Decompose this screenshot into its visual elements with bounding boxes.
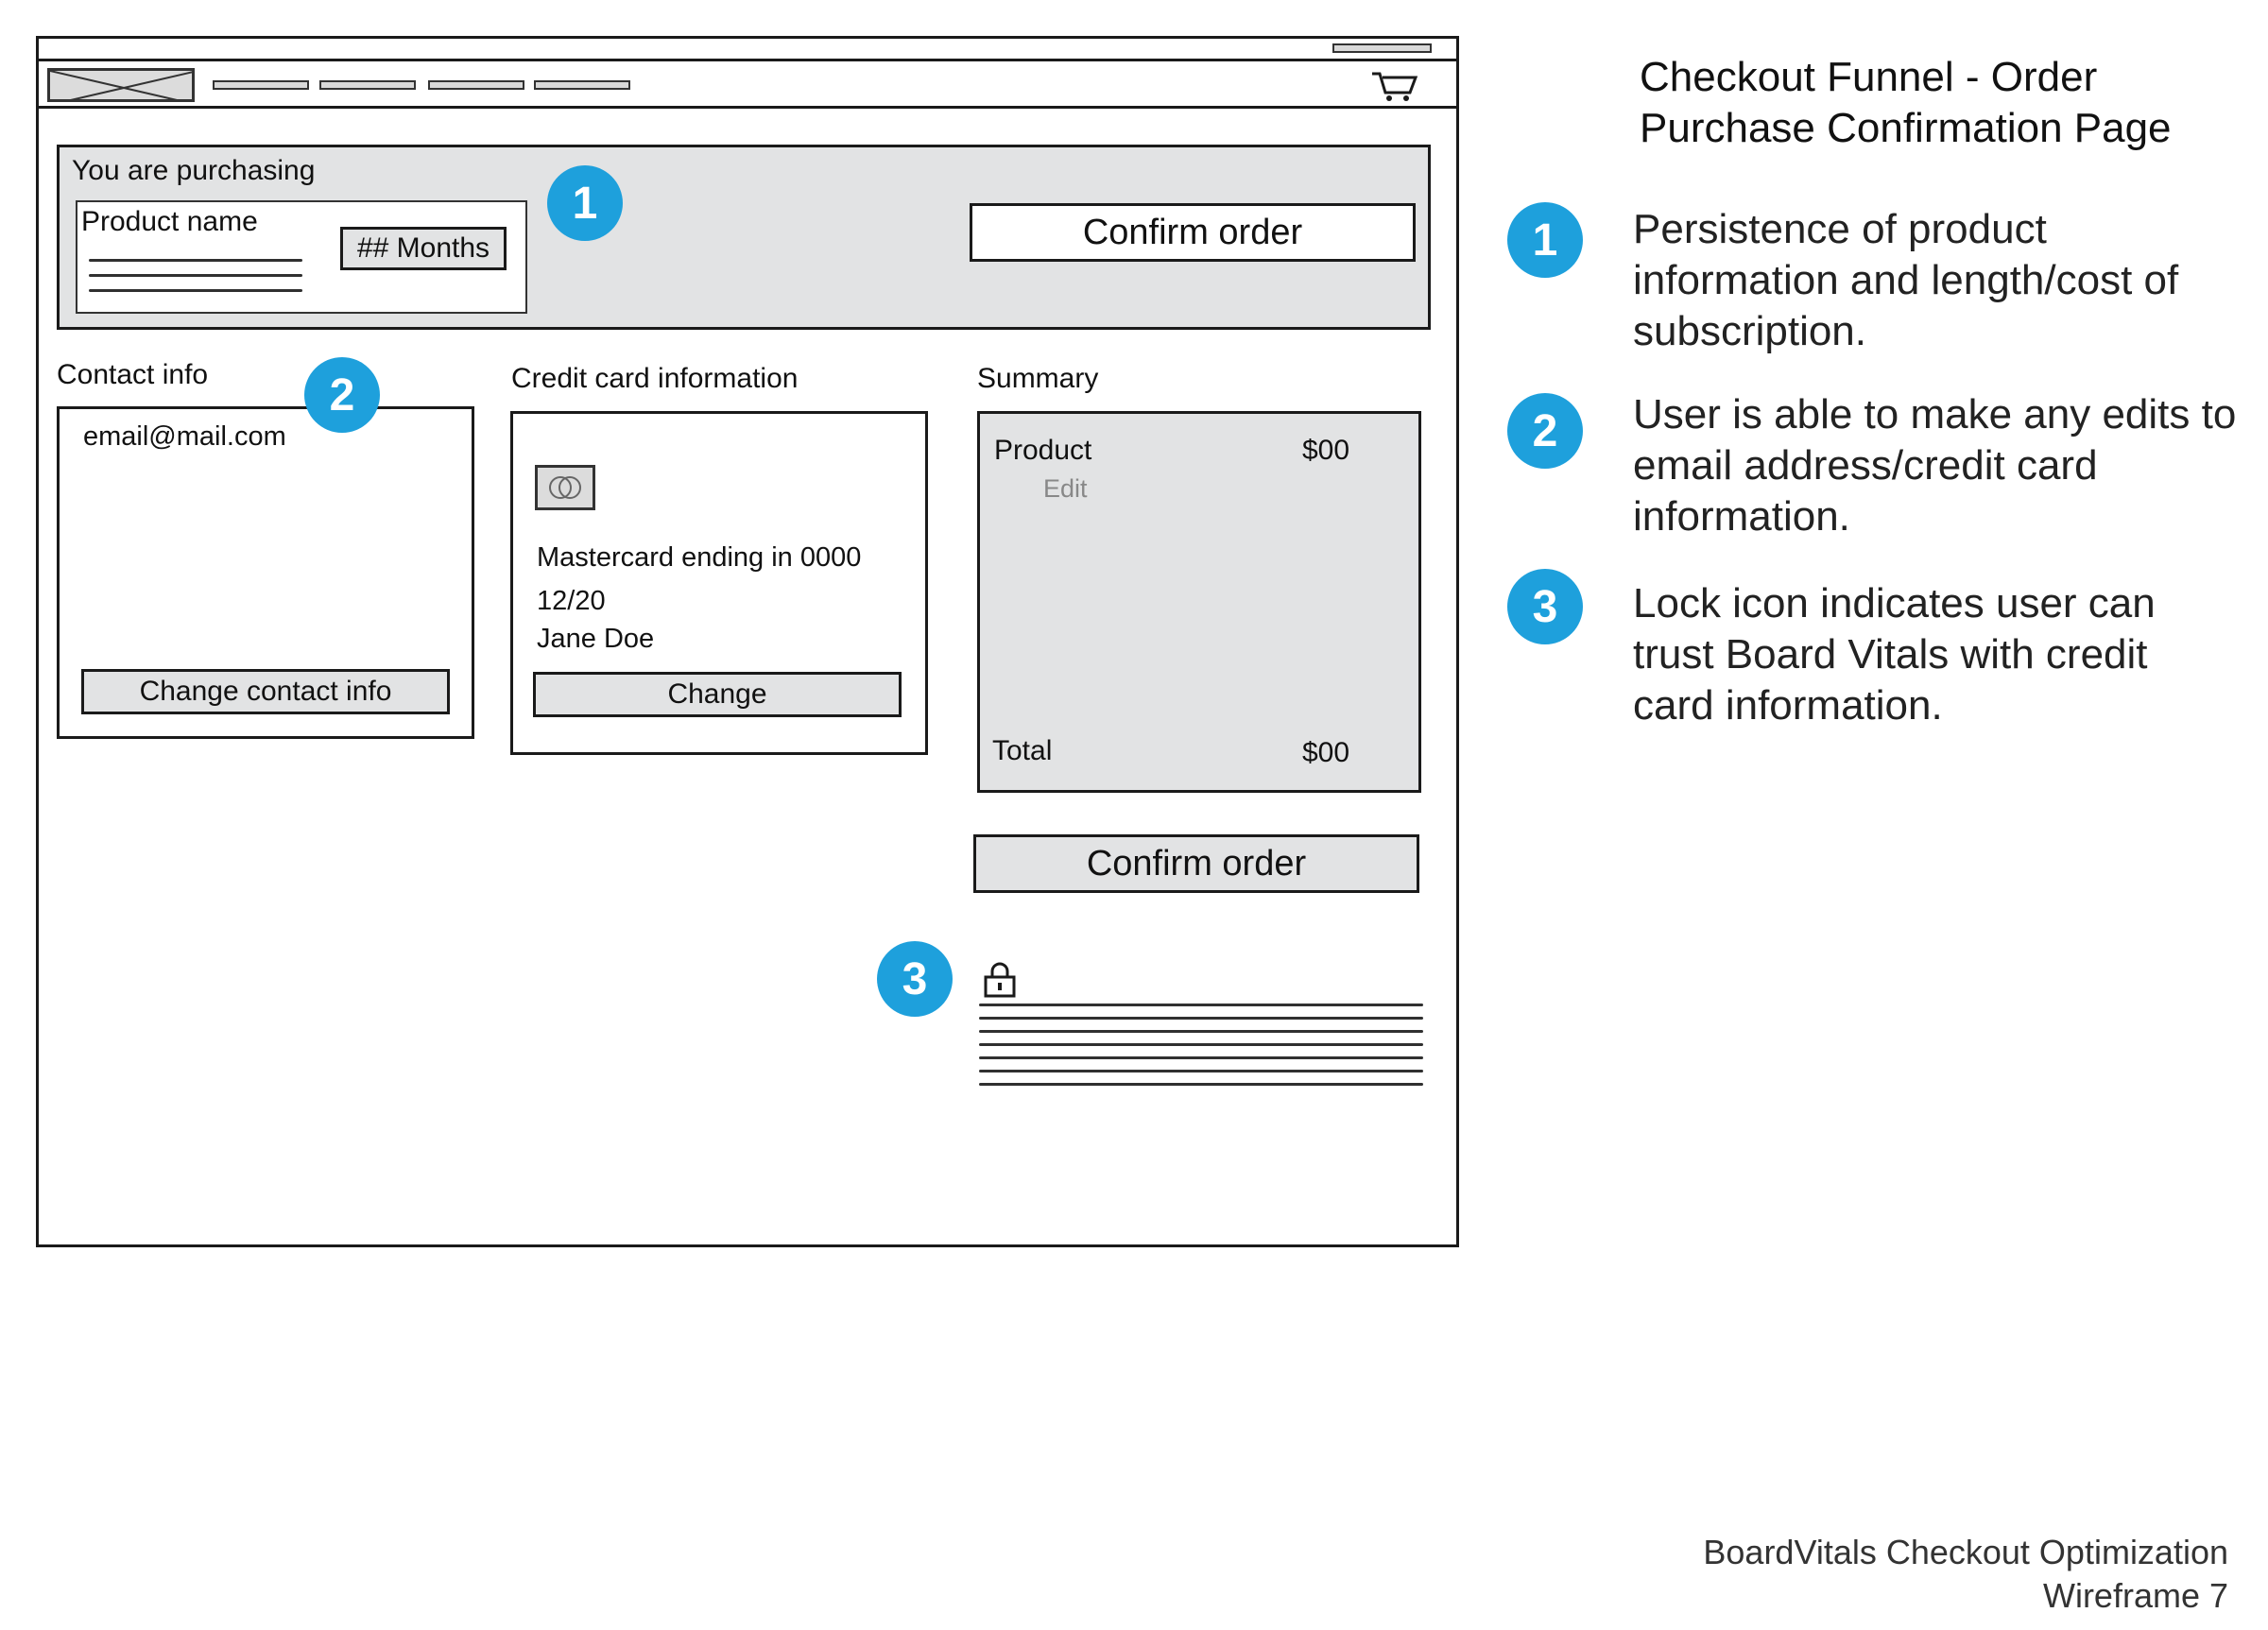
security-text-line — [979, 1004, 1423, 1006]
card-number-text: Mastercard ending in 0000 — [537, 542, 862, 573]
note-line: email address/credit card — [1633, 442, 2098, 489]
annotations-title-line: Purchase Confirmation Page — [1640, 105, 2172, 151]
logo-placeholder-x-icon — [50, 71, 195, 102]
security-text-line — [979, 1017, 1423, 1020]
summary-product-price: $00 — [1302, 435, 1350, 466]
lock-icon — [981, 962, 1019, 1000]
footer-line: Wireframe 7 — [2042, 1576, 2228, 1615]
note-line: User is able to make any edits to — [1633, 391, 2237, 438]
card-holder-name: Jane Doe — [537, 624, 655, 654]
annotations-title — [1640, 52, 2172, 154]
purchase-heading: You are purchasing — [72, 155, 316, 186]
security-text-line — [979, 1030, 1423, 1033]
summary-heading: Summary — [977, 363, 1099, 394]
credit-card-heading: Credit card information — [511, 363, 799, 394]
logo-placeholder[interactable] — [47, 68, 195, 102]
confirm-order-bottom-button[interactable]: Confirm order — [973, 834, 1419, 893]
annotation-note-3 — [1633, 578, 2156, 731]
nav-link-3[interactable] — [428, 80, 524, 90]
annotation-marker-3: 3 — [877, 941, 953, 1017]
nav-link-4[interactable] — [534, 80, 630, 90]
summary-edit-link[interactable]: Edit — [1043, 474, 1088, 503]
security-text-line — [979, 1070, 1423, 1072]
footer-line: BoardVitals Checkout Optimization — [1703, 1533, 2228, 1571]
note-line: trust Board Vitals with credit — [1633, 631, 2148, 678]
confirm-order-top-button[interactable]: Confirm order — [970, 203, 1416, 262]
product-description-line — [89, 274, 302, 277]
annotation-note-1 — [1633, 204, 2178, 357]
annotation-key-3: 3 — [1507, 569, 1583, 644]
nav-link-2[interactable] — [319, 80, 416, 90]
note-line: Lock icon indicates user can — [1633, 580, 2156, 626]
months-selector[interactable]: ## Months — [340, 227, 507, 270]
contact-email: email@mail.com — [83, 421, 286, 452]
summary-product-label: Product — [994, 435, 1092, 466]
summary-total-label: Total — [992, 735, 1053, 766]
note-line: Persistence of product — [1633, 206, 2047, 252]
summary-total-price: $00 — [1302, 737, 1350, 768]
annotation-note-2 — [1633, 389, 2236, 542]
note-line: information and length/cost of — [1633, 257, 2179, 303]
product-description-line — [89, 259, 302, 262]
contact-heading: Contact info — [57, 359, 209, 390]
annotation-marker-2: 2 — [304, 357, 380, 433]
security-text-line — [979, 1056, 1423, 1059]
card-expiry: 12/20 — [537, 586, 606, 616]
change-card-button[interactable]: Change — [533, 672, 902, 717]
security-text-line — [979, 1083, 1423, 1086]
note-line: subscription. — [1633, 308, 1867, 354]
annotations-title-line: Checkout Funnel - Order — [1640, 54, 2098, 100]
annotation-key-2: 2 — [1507, 393, 1583, 469]
product-description-line — [89, 289, 302, 292]
browser-top-bar — [36, 59, 1459, 61]
cart-icon[interactable] — [1370, 68, 1419, 102]
change-contact-info-button[interactable]: Change contact info — [81, 669, 450, 714]
mastercard-icon — [535, 465, 595, 510]
footer-caption — [1703, 1531, 2228, 1618]
annotation-marker-1: 1 — [547, 165, 623, 241]
header-divider — [36, 106, 1459, 109]
window-control-placeholder[interactable] — [1332, 43, 1432, 53]
annotation-key-1: 1 — [1507, 202, 1583, 278]
product-name: Product name — [81, 206, 258, 237]
note-line: card information. — [1633, 682, 1943, 729]
note-line: information. — [1633, 493, 1850, 540]
security-text-line — [979, 1043, 1423, 1046]
nav-link-1[interactable] — [213, 80, 309, 90]
